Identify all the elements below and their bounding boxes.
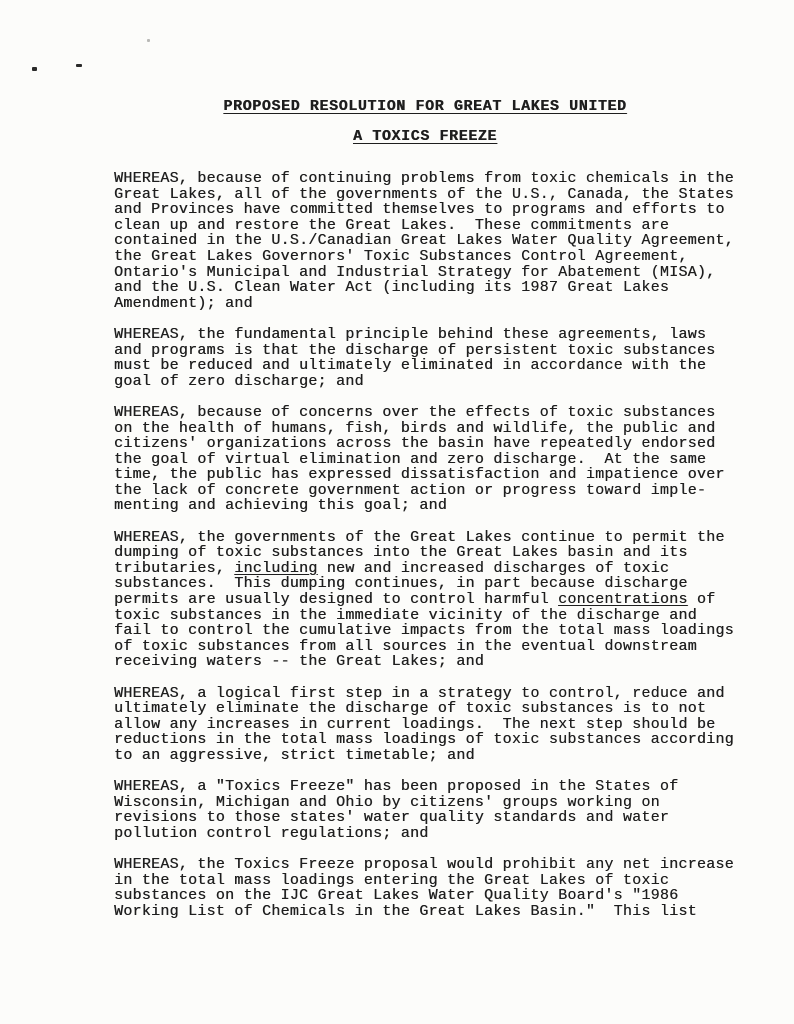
- text-line: [114, 639, 774, 655]
- text-segment: must be reduced and ultimately eliminated in accordance with the: [114, 357, 707, 375]
- text-segment: Amendment); and: [114, 294, 253, 312]
- text-line: [114, 857, 774, 873]
- paragraph: [114, 857, 774, 919]
- document-title: PROPOSED RESOLUTION FOR GREAT LAKES UNITED: [223, 98, 627, 115]
- text-segment: pollution control regulations; and: [114, 824, 429, 842]
- text-line: [114, 296, 774, 312]
- text-line: [114, 748, 774, 764]
- text-segment: substances. This dumping continues, in part because discharge: [114, 575, 688, 593]
- text-segment: Wisconsin, Michigan and Ohio by citizens' groups working on: [114, 793, 660, 811]
- text-segment: in the total mass loadings entering the Great Lakes of toxic: [114, 871, 670, 889]
- text-line: [114, 202, 774, 218]
- text-line: [114, 436, 774, 452]
- paragraph: [114, 327, 774, 389]
- paragraph: [114, 686, 774, 764]
- text-line: [114, 249, 774, 265]
- text-segment: Great Lakes, all of the governments of the U.S., Canada, the States: [114, 185, 734, 203]
- scan-speck: [147, 39, 150, 42]
- text-line: [114, 483, 774, 499]
- text-line: [114, 343, 774, 359]
- text-segment: WHEREAS, the Toxics Freeze proposal would prohibit any net increase: [114, 856, 734, 874]
- text-line: [114, 530, 774, 546]
- text-segment: revisions to those states' water quality standards and water: [114, 809, 670, 827]
- text-segment: on the health of humans, fish, birds and wildlife, the public and: [114, 419, 716, 437]
- paragraph: [114, 405, 774, 514]
- text-line: [114, 171, 774, 187]
- text-line: [114, 280, 774, 296]
- text-line: [114, 374, 774, 390]
- text-segment: citizens' organizations across the basin have repeatedly endorsed: [114, 435, 716, 453]
- text-segment: clean up and restore the Great Lakes. These commitments are: [114, 216, 670, 234]
- text-segment: of: [687, 591, 716, 609]
- text-line: [114, 873, 774, 889]
- text-segment: dumping of toxic substances into the Great Lakes basin and its: [114, 544, 688, 562]
- text-line: [114, 327, 774, 343]
- text-segment: and the U.S. Clean Water Act (including its 1987 Great Lakes: [114, 279, 670, 297]
- text-line: [114, 218, 774, 234]
- text-segment: and Provinces have committed themselves to programs and efforts to: [114, 201, 725, 219]
- text-segment: goal of zero discharge; and: [114, 372, 364, 390]
- text-segment: substances on the IJC Great Lakes Water Quality Board's "1986: [114, 887, 679, 905]
- text-line: [114, 405, 774, 421]
- text-line: [114, 545, 774, 561]
- text-segment: the goal of virtual elimination and zero discharge. At the same: [114, 450, 707, 468]
- text-line: [114, 717, 774, 733]
- text-segment: the lack of concrete government action or progress toward imple-: [114, 481, 707, 499]
- text-segment: the Great Lakes Governors' Toxic Substances Control Agreement,: [114, 247, 688, 265]
- text-line: [114, 779, 774, 795]
- underlined-text: including: [234, 559, 318, 577]
- text-segment: WHEREAS, the governments of the Great Lakes continue to permit the: [114, 528, 725, 546]
- paragraph: [114, 530, 774, 670]
- text-line: [114, 561, 774, 577]
- text-segment: Working List of Chemicals in the Great Lakes Basin." This list: [114, 902, 697, 920]
- text-line: [114, 233, 774, 249]
- text-segment: permits are usually designed to control harmful: [114, 591, 559, 609]
- text-line: [114, 623, 774, 639]
- text-segment: reductions in the total mass loadings of toxic substances according: [114, 731, 734, 749]
- text-segment: WHEREAS, a "Toxics Freeze" has been proposed in the States of: [114, 778, 679, 796]
- text-line: [114, 810, 774, 826]
- paragraph: [114, 779, 774, 841]
- text-line: [114, 888, 774, 904]
- text-segment: WHEREAS, because of continuing problems from toxic chemicals in the: [114, 170, 734, 187]
- text-line: [114, 608, 774, 624]
- document-body: [114, 171, 774, 935]
- text-line: [114, 732, 774, 748]
- text-line: [114, 904, 774, 920]
- text-segment: WHEREAS, the fundamental principle behind these agreements, laws: [114, 325, 707, 343]
- text-segment: new and increased discharges of toxic: [317, 559, 670, 577]
- text-line: [114, 452, 774, 468]
- text-segment: WHEREAS, because of concerns over the effects of toxic substances: [114, 403, 716, 421]
- text-segment: menting and achieving this goal; and: [114, 497, 448, 515]
- text-line: [114, 592, 774, 608]
- text-segment: WHEREAS, a logical first step in a strategy to control, reduce and: [114, 684, 725, 702]
- text-line: [114, 576, 774, 592]
- text-segment: toxic substances in the immediate vicinity of the discharge and: [114, 606, 697, 624]
- text-line: [114, 265, 774, 281]
- text-segment: and programs is that the discharge of persistent toxic substances: [114, 341, 716, 359]
- text-line: [114, 421, 774, 437]
- text-segment: contained in the U.S./Canadian Great Lakes Water Quality Agreement,: [114, 232, 734, 250]
- text-line: [114, 795, 774, 811]
- text-segment: fail to control the cumulative impacts from the total mass loadings: [114, 622, 734, 640]
- text-segment: time, the public has expressed dissatisfaction and impatience over: [114, 466, 725, 484]
- text-segment: allow any increases in current loadings. The next step should be: [114, 715, 716, 733]
- text-segment: Ontario's Municipal and Industrial Strategy for Abatement (MISA),: [114, 263, 716, 281]
- underlined-text: concentrations: [558, 591, 688, 609]
- scan-speck: [32, 67, 37, 71]
- text-segment: ultimately eliminate the discharge of toxic substances is to not: [114, 700, 707, 718]
- scan-speck: [76, 64, 82, 67]
- text-line: [114, 498, 774, 514]
- text-line: [114, 654, 774, 670]
- text-line: [114, 467, 774, 483]
- text-segment: of toxic substances from all sources in the eventual downstream: [114, 637, 697, 655]
- text-segment: tributaries,: [114, 559, 235, 577]
- document-subtitle: A TOXICS FREEZE: [352, 128, 498, 145]
- text-segment: to an aggressive, strict timetable; and: [114, 746, 475, 764]
- text-line: [114, 686, 774, 702]
- text-line: [114, 358, 774, 374]
- paragraph: [114, 171, 774, 311]
- text-line: [114, 826, 774, 842]
- text-segment: receiving waters -- the Great Lakes; and: [114, 653, 485, 671]
- text-line: [114, 187, 774, 203]
- text-line: [114, 701, 774, 717]
